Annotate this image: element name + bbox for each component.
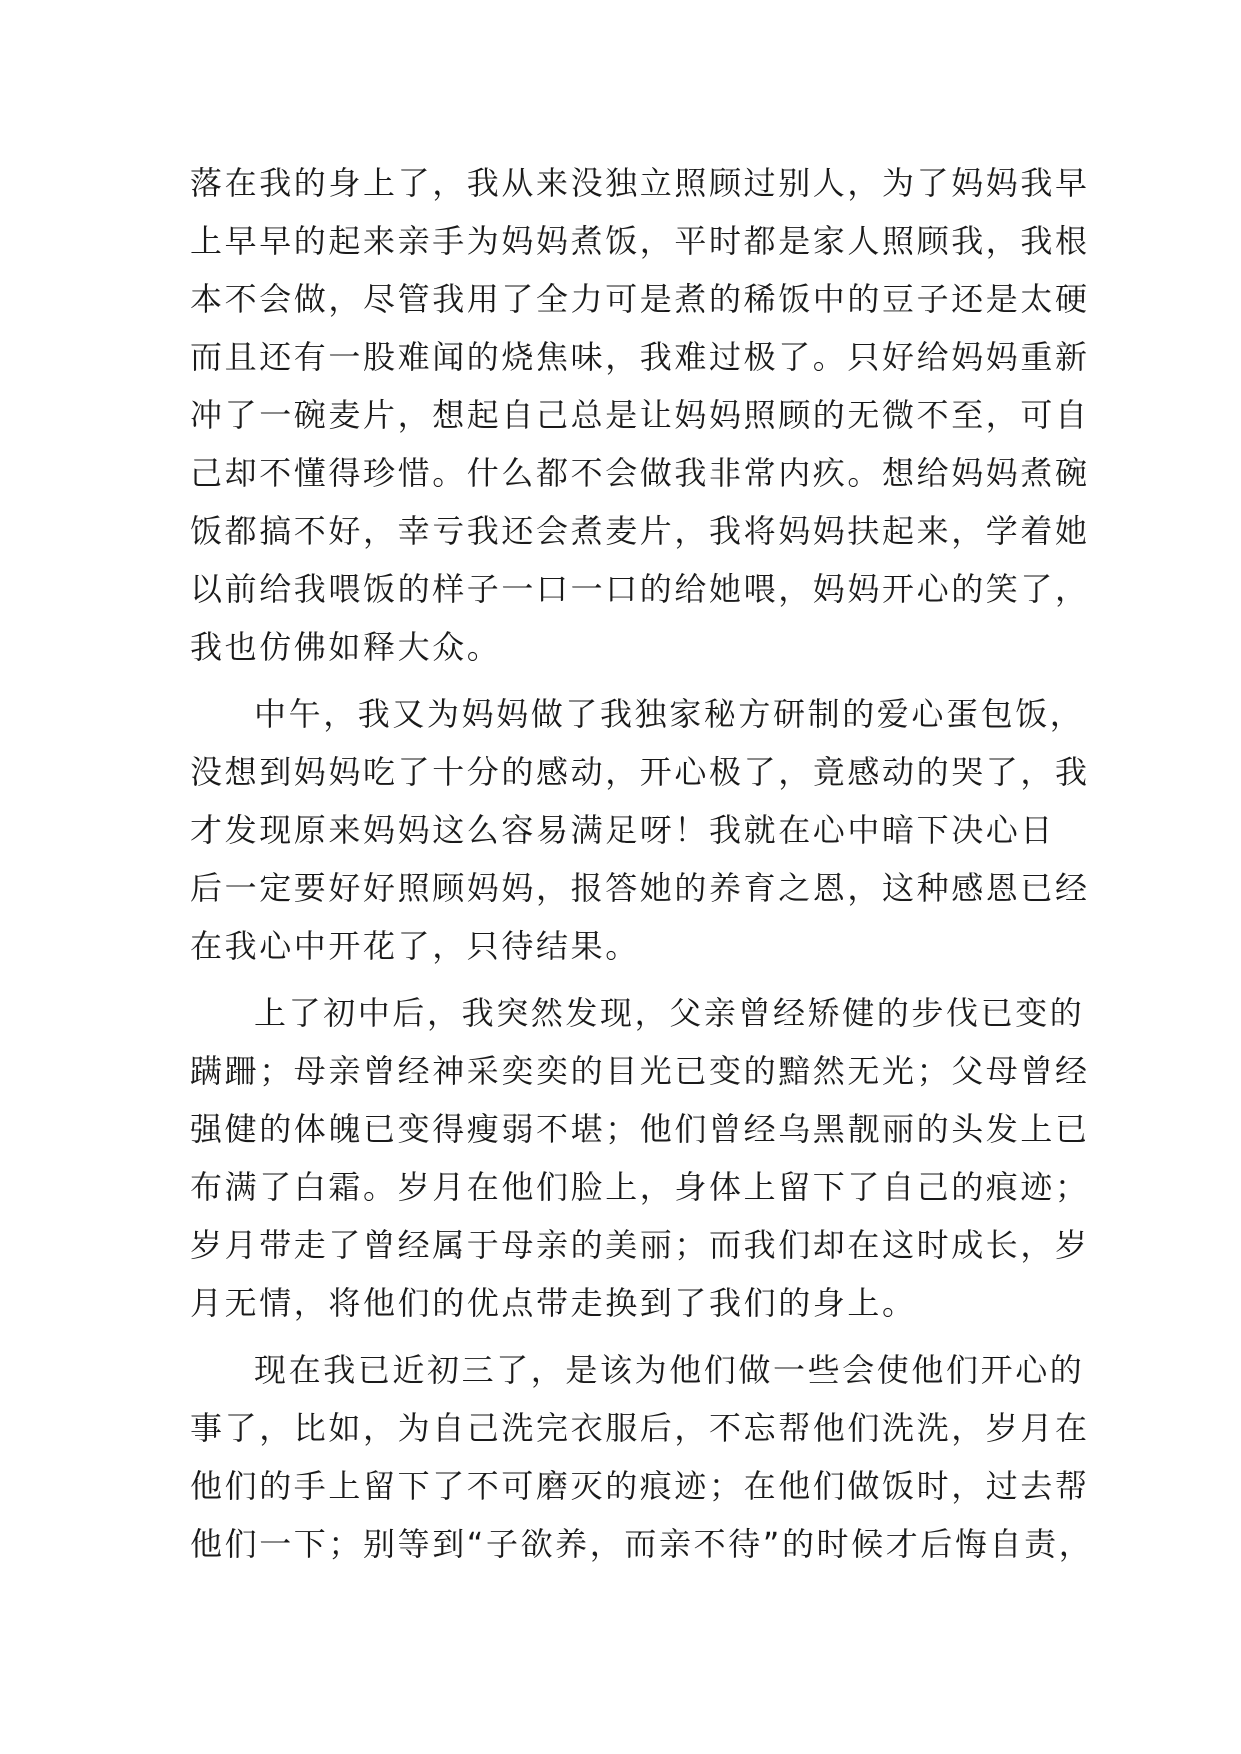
text-line: 以前给我喂饭的样子一口一口的给她喂，妈妈开心的笑了， <box>190 570 1090 608</box>
text-line: 落在我的身上了，我从来没独立照顾过别人，为了妈妈我早 <box>190 164 1090 202</box>
text-line-first: 上了初中后，我突然发现，父亲曾经矫健的步伐已变的 <box>254 994 1085 1032</box>
text-line: 没想到妈妈吃了十分的感动，开心极了，竟感动的哭了，我 <box>190 753 1090 791</box>
paragraph-3 <box>190 984 1090 1332</box>
text-line: 岁月带走了曾经属于母亲的美丽；而我们却在这时成长，岁 <box>190 1226 1090 1264</box>
text-line: 月无情，将他们的优点带走换到了我们的身上。 <box>190 1284 917 1322</box>
text-line: 强健的体魄已变得瘦弱不堪；他们曾经乌黑靓丽的头发上已 <box>190 1110 1090 1148</box>
text-line-first: 现在我已近初三了，是该为他们做一些会使他们开心的 <box>254 1351 1085 1389</box>
text-line: 饭都搞不好，幸亏我还会煮麦片，我将妈妈扶起来，学着她 <box>190 512 1090 550</box>
text-line: 蹒跚；母亲曾经神采奕奕的目光已变的黯然无光；父母曾经 <box>190 1052 1090 1090</box>
text-line: 本不会做，尽管我用了全力可是煮的稀饭中的豆子还是太硬 <box>190 280 1090 318</box>
text-line-first: 中午，我又为妈妈做了我独家秘方研制的爱心蛋包饭， <box>254 695 1085 733</box>
paragraph-4 <box>190 1341 1094 1573</box>
document-body <box>190 154 1094 1573</box>
text-line: 上早早的起来亲手为妈妈煮饭，平时都是家人照顾我，我根 <box>190 222 1090 260</box>
text-line: 才发现原来妈妈这么容易满足呀！我就在心中暗下决心日 <box>190 811 1056 849</box>
text-line: 布满了白霜。岁月在他们脸上，身体上留下了自己的痕迹； <box>190 1168 1090 1206</box>
paragraph-2 <box>190 685 1090 975</box>
text-line: 我也仿佛如释大众。 <box>190 628 502 666</box>
text-line: 他们的手上留下了不可磨灭的痕迹；在他们做饭时，过去帮 <box>190 1467 1090 1505</box>
text-line: 冲了一碗麦片，想起自己总是让妈妈照顾的无微不至，可自 <box>190 396 1090 434</box>
text-line: 在我心中开花了，只待结果。 <box>190 927 640 965</box>
text-line: 后一定要好好照顾妈妈，报答她的养育之恩，这种感恩已经 <box>190 869 1090 907</box>
text-line: 而且还有一股难闻的烧焦味，我难过极了。只好给妈妈重新 <box>190 338 1090 376</box>
text-line: 他们一下；别等到“子欲养，而亲不待”的时候才后悔自责， <box>190 1525 1094 1563</box>
text-line: 事了，比如，为自己洗完衣服后，不忘帮他们洗洗，岁月在 <box>190 1409 1090 1447</box>
paragraph-1 <box>190 154 1090 676</box>
text-line: 己却不懂得珍惜。什么都不会做我非常内疚。想给妈妈煮碗 <box>190 454 1090 492</box>
